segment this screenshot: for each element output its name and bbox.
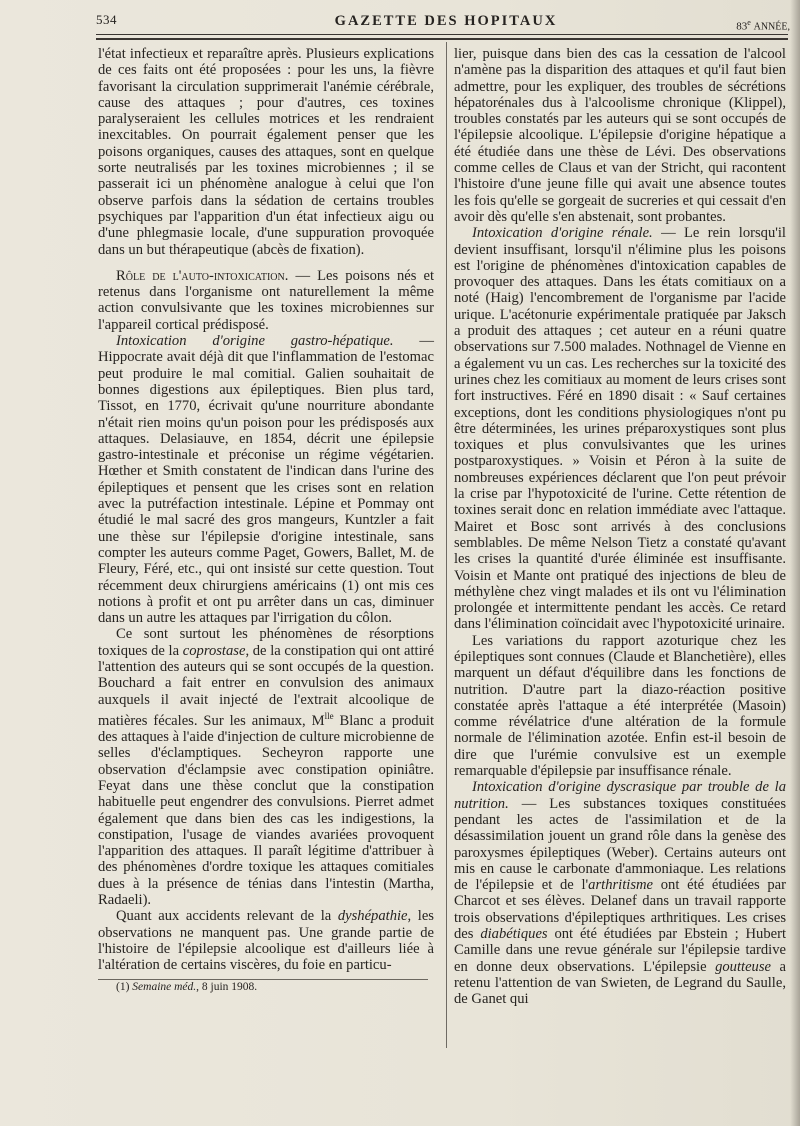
right-column (454, 46, 786, 1008)
journal-title: GAZETTE DES HOPITAUX (334, 13, 558, 29)
header-rule (96, 34, 788, 35)
section-heading: Intoxication d'origine rénale. (472, 225, 653, 242)
section-heading: Intoxication d'origine gastro-hépatique. (116, 333, 394, 350)
paragraph: Ce sont surtout les phénomènes de résorptions toxiques de la coprostase, de la constipation qui ont attiré l'attention des auteurs qui se sont occupés de la question. Bouchard a fait entrer en convulsion des animaux auxquels il avait injecté de l'extrait alcoolique de matières fécales. Sur les animaux, $M^{lle}$ Blanc a produit des attaques à l'aide d'injection de culture microbienne de selles d'éclamptiques. Secheyron rapporte une observation d'éclampsie avec constipation opiniâtre. Feyat dans une thèse conclut que la constipation habituelle peut engendrer des convulsions. Pierret admet également que dans bien des cas les indigestions, la constipation, l'usage de viandes avariées provoquent l'apparition des attaques. Il paraît légitime d'attribuer à des phénomènes d'ordre toxique les attaques comitiales dues à la présence de ténias dans l'intestin (Martha, Radaeli). (98, 626, 435, 908)
year-label: 83e ANNÉE, (736, 18, 790, 33)
paragraph: Intoxication d'origine dyscrasique par trouble de la nutrition. — Les substances toxiques constituées pendant les actes de l'assimilation et de la désassimilation jouent un grand rôle dans la genèse des paroxysmes épileptiques (Weber). Certains auteurs ont mis en cause le carbonate d'ammoniaque. Les relations de l'épilepsie et de l'arthritisme ont été étudiées par Charcot et ses élèves. Delanef dans un travail rapporte trois observations d'épileptiques arthritiques. Les crises des diabétiques ont été étudiées par Ebstein ; Hubert Camille dans une revue générale sur l'épilepsie tardive en donne deux observations. L'épilepsie goutteuse a retenu l'attention de van Swieten, de Legrand du Saulle, de Ganet qui (454, 779, 787, 1008)
paragraph: Les variations du rapport azoturique chez les épileptiques sont connues (Claude et Blanchetière), elles marquent un défaut d'équilibre dans les fonctions de nutrition. D'autre part la diazo-réaction positive constatée après l'attaque a été interprétée (Masoin) comme révélatrice d'une altération de la formule normale de l'élimination azotée. Enfin est-il besoin de dire que l'urémie convulsive est un exemple remarquable d'épilepsie par insuffisance rénale. (454, 632, 786, 780)
paragraph: Intoxication d'origine rénale. — Le rein lorsqu'il devient insuffisant, lorsqu'il n'élimine plus les poisons est l'origine de phénomènes d'intoxication capables de provoquer des attaques. Dans les états comitiaux on a noté (Haig) l'encombrement de l'organisme par l'acide urique. L'acétonurie expérimentale pratiquée par Jaksch a produit des attaques ; cet auteur en a réuni quatre observations sur 7.500 malades. Nothnagel de Vienne en a également vu un cas. Les recherches sur la toxicité des urines chez les comitiaux au moment de leurs crises sont fort instructives. Féré en 1890 disait : « Sauf certaines exceptions, dont les conditions physiologiques n'ont pu être déterminées, les urines préparoxystiques sont plus toxiques et plus convulsivantes que les urines postparoxystiques. » Voisin et Péron à la suite de nombreuses expériences déclarent que l'on peut prévoir la crise par l'hypotoxicité de l'urine. Cette rétention de toxines serait donc en relation immédiate avec l'attaque. Mairet et Bosc sont arrivés à des conclusions semblables. De même Nelson Tietz a constaté qu'avant les crises la quantité d'urée éliminée est insuffisante. Voisin et Mante ont pratiqué des injections de bleu de méthylène chez vingt malades et ils ont vu l'élimination prolongée et intermittente pendant les accès. Ce retard dans l'élimination coïncidait avec l'hypotoxicité urinaire. (454, 225, 786, 633)
paragraph: Quant aux accidents relevant de la dyshépathie, les observations ne manquent pas. Une grande partie de l'histoire de l'épilepsie alcoolique est d'ailleurs liée à l'altération de certains viscères, du foie en particu- (98, 908, 434, 974)
page-header (96, 10, 796, 32)
page-edge-shadow (790, 0, 800, 1126)
paragraph: l'état infectieux et reparaître après. Plusieurs explications de ces faits ont été proposées : pour les uns, la fièvre favorisant la circulation supprimerait l'anémie cérébrale, cause des attaques ; pour d'autres, ces toxines paralyseraient les cellules motrices et les rendraient inexcitables. On pourrait également penser que les poisons organiques, causes des attaques, sont en quelque sorte neutralisés par les toxines microbiennes ; il se passerait ici un phénomène analogue à celui que l'on observe parfois dans la sédation de certains troubles psychiques par l'apparition d'un état infectieux aigu ou d'une phlegmasie locale, d'une suppuration provoquée dans un but thérapeutique (abcès de fixation). (98, 46, 434, 258)
section-heading: Intoxication d'origine dyscrasique par trouble de la nutrition. (454, 779, 786, 812)
column-divider (446, 42, 447, 1048)
section-heading: Rôle de l'auto-intoxication. (116, 267, 289, 284)
page-number: 534 (96, 12, 117, 27)
paragraph: lier, puisque dans bien des cas la cessation de l'alcool n'amène pas la disparition des attaques et qu'il faut bien admettre, pour les expliquer, des troubles de sécrétions hépatorénales dus à l'alcoolisme chronique (Klippel), troubles constatés par les auteurs qui se sont occupés de l'épilepsie alcoolique. L'épilepsie d'origine hépatique a été étudiée dans une thèse de Lévi. Des observations comme celles de Claus et van der Stricht, qui racontent l'histoire d'une jeune fille qui avait une absence toutes les fois qu'elle se gorgeait de sucreries et qui cessait d'en avoir dès qu'elle s'en abstenait, sont probantes. (454, 46, 786, 225)
left-column (98, 46, 434, 994)
paragraph: Intoxication d'origine gastro-hépatique. — Hippocrate avait déjà dit que l'inflammation de l'estomac peut produire le mal comitial. Galien souhaitait de bonnes digestions aux épileptiques. Bien plus tard, Tissot, en 1770, écrivait qu'une nourriture abondante n'était rien moins qu'un poison pour les prédisposés aux attaques. Delasiauve, en 1854, décrit une épilepsie gastro-intestinale et préconise un régime végétarien. Hœther et Smith constatent de l'indican dans l'urine des épileptiques et pensent que les crises sont en relation avec la putréfaction intestinale. Lépine et Pommay ont étudié le mal sacré des gros mangeurs, Kuntzler a fait une thèse sur l'épilepsie d'origine intestinale, sans compter les auteurs comme Paget, Gowers, Ballet, M. de Fleury, Féré, etc., qui ont insisté sur cette question. Tout récemment deux chirurgiens américains (1) ont mis ces notions à profit et ont pu arrêter dans un cas, diminuer dans un autre les attaques par l'irrigation du côlon. (98, 333, 434, 627)
header-rule-double (96, 38, 788, 40)
paragraph: Rôle de l'auto-intoxication. — Les poisons nés et retenus dans l'organisme ont naturellement la même action convulsivante que les toxines microbiennes sur l'appareil cortical prédisposé. (98, 267, 434, 333)
footnote: (1) Semaine méd., 8 juin 1908. (116, 981, 258, 994)
